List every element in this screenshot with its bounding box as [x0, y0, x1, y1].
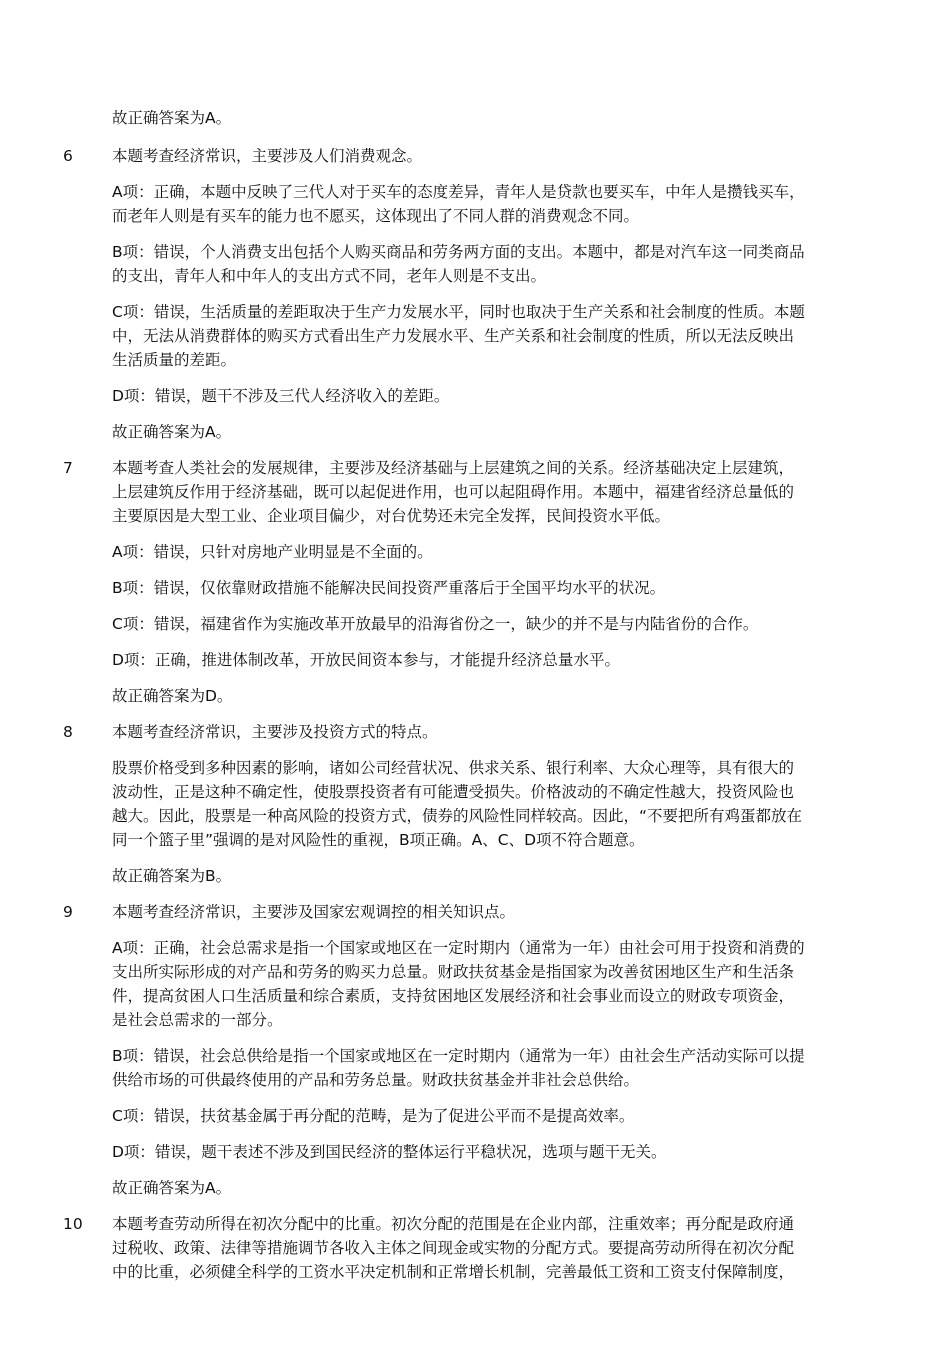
q8-intro: 本题考查经济常识，主要涉及投资方式的特点。 — [112, 723, 438, 741]
q9-intro: 本题考查经济常识，主要涉及国家宏观调控的相关知识点。 — [112, 903, 516, 921]
q6-option-c-line2: 中，无法从消费群体的购买方式看出生产力发展水平、生产关系和社会制度的性质，所以无法反映出 — [112, 327, 795, 345]
q7-intro-line1: 本题考查人类社会的发展规律，主要涉及经济基础与上层建筑之间的关系。经济基础决定上层建筑， — [112, 459, 795, 477]
q10-intro-line1: 本题考查劳动所得在初次分配中的比重。初次分配的范围是在企业内部，注重效率；再分配是政府通 — [112, 1215, 795, 1233]
q6-answer: 故正确答案为A。 — [112, 423, 232, 441]
q6-option-c-line1: C项：错误，生活质量的差距取决于生产力发展水平，同时也取决于生产关系和社会制度的性质。本题 — [112, 303, 805, 321]
q8-answer: 故正确答案为B。 — [112, 867, 232, 885]
q7-option-d: D项：正确，推进体制改革，开放民间资本参与，才能提升经济总量水平。 — [112, 651, 620, 669]
q7-option-b: B项：错误，仅依靠财政措施不能解决民间投资严重落后于全国平均水平的状况。 — [112, 579, 666, 597]
q6-option-b-line1: B项：错误，个人消费支出包括个人购买商品和劳务两方面的支出。本题中，都是对汽车这一同类商品 — [112, 243, 805, 261]
q7-option-a: A项：错误，只针对房地产业明显是不全面的。 — [112, 543, 433, 561]
q9-option-a-line3: 件，提高贫困人口生活质量和综合素质，支持贫困地区发展经济和社会事业而设立的财政专项资金， — [112, 987, 795, 1005]
q10-intro-line2: 过税收、政策、法律等措施调节各收入主体之间现金或实物的分配方式。要提高劳动所得在初次分配 — [112, 1239, 795, 1257]
q7-intro-line2: 上层建筑反作用于经济基础，既可以起促进作用，也可以起阻碍作用。本题中，福建省经济总量低的 — [112, 483, 795, 501]
q9-option-b-line1: B项：错误，社会总供给是指一个国家或地区在一定时期内（通常为一年）由社会生产活动实际可以提 — [112, 1047, 805, 1065]
q8-number: 8 — [63, 723, 73, 741]
q9-option-b-line2: 供给市场的可供最终使用的产品和劳务总量。财政扶贫基金并非社会总供给。 — [112, 1071, 640, 1089]
q10-number: 10 — [63, 1215, 83, 1233]
q10-intro-line3: 中的比重，必须健全科学的工资水平决定机制和正常增长机制，完善最低工资和工资支付保障制度， — [112, 1263, 795, 1281]
q9-option-a-line2: 支出所实际形成的对产品和劳务的购买力总量。财政扶贫基金是指国家为改善贫困地区生产和生活条 — [112, 963, 795, 981]
q9-number: 9 — [63, 903, 73, 921]
q9-option-a-line1: A项：正确，社会总需求是指一个国家或地区在一定时期内（通常为一年）由社会可用于投资和消费的 — [112, 939, 805, 957]
q7-number: 7 — [63, 459, 73, 477]
q6-intro: 本题考查经济常识，主要涉及人们消费观念。 — [112, 147, 423, 165]
q8-body-line3: 越大。因此，股票是一种高风险的投资方式，债券的风险性同样较高。因此，“不要把所有鸡蛋都放在 — [112, 807, 803, 825]
q9-answer: 故正确答案为A。 — [112, 1179, 232, 1197]
q7-intro-line3: 主要原因是大型工业、企业项目偏少，对台优势还未完全发挥，民间投资水平低。 — [112, 507, 671, 525]
q9-option-c: C项：错误，扶贫基金属于再分配的范畴，是为了促进公平而不是提高效率。 — [112, 1107, 635, 1125]
q9-option-a-line4: 是社会总需求的一部分。 — [112, 1011, 283, 1029]
q6-number: 6 — [63, 147, 73, 165]
q6-option-c-line3: 生活质量的差距。 — [112, 351, 237, 369]
q5-answer: 故正确答案为A。 — [112, 109, 232, 127]
q7-answer: 故正确答案为D。 — [112, 687, 233, 705]
q6-option-b-line2: 的支出，青年人和中年人的支出方式不同，老年人则是不支出。 — [112, 267, 547, 285]
q6-option-a-line2: 而老年人则是有买车的能力也不愿买，这体现出了不同人群的消费观念不同。 — [112, 207, 640, 225]
q6-option-a-line1: A项：正确，本题中反映了三代人对于买车的态度差异，青年人是贷款也要买车，中年人是攒钱买车， — [112, 183, 805, 201]
q7-option-c: C项：错误，福建省作为实施改革开放最早的沿海省份之一，缺少的并不是与内陆省份的合作。 — [112, 615, 759, 633]
q8-body-line4: 同一个篮子里”强调的是对风险性的重视，B项正确。A、C、D项不符合题意。 — [112, 831, 645, 849]
q8-body-line2: 波动性，正是这种不确定性，使股票投资者有可能遭受损失。价格波动的不确定性越大，投资风险也 — [112, 783, 795, 801]
q8-body-line1: 股票价格受到多种因素的影响，诸如公司经营状况、供求关系、银行利率、大众心理等，具有很大的 — [112, 759, 795, 777]
q6-option-d: D项：错误，题干不涉及三代人经济收入的差距。 — [112, 387, 450, 405]
q9-option-d: D项：错误，题干表述不涉及到国民经济的整体运行平稳状况，选项与题干无关。 — [112, 1143, 667, 1161]
